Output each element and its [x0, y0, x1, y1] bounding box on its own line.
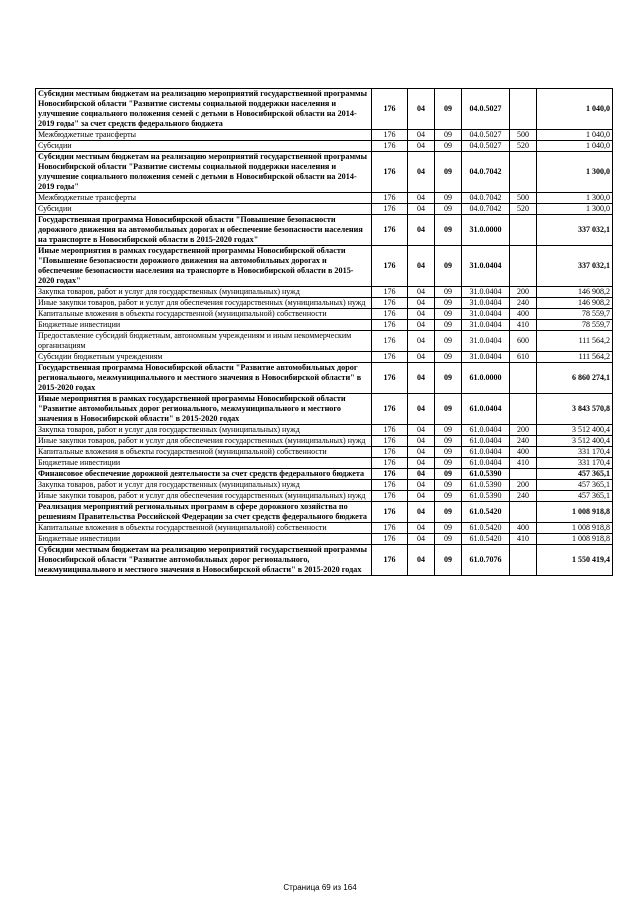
- row-amount: 337 032,1: [537, 215, 613, 246]
- row-amount: 3 512 400,4: [537, 425, 613, 436]
- row-amount: 331 170,4: [537, 447, 613, 458]
- row-expense-type-code: 500: [510, 193, 537, 204]
- row-expense-type-code: 610: [510, 352, 537, 363]
- row-name: Межбюджетные трансферты: [36, 193, 372, 204]
- row-name: Закупка товаров, работ и услуг для государственных (муниципальных) нужд: [36, 425, 372, 436]
- row-subsection-code: 09: [435, 352, 462, 363]
- row-target-item-code: 31.0.0404: [462, 298, 510, 309]
- row-expense-type-code: 240: [510, 298, 537, 309]
- row-name: Реализация мероприятий региональных программ в сфере дорожного хозяйства по решениям Правительства Российской Федерации за счет средств федерального бюджета: [36, 502, 372, 523]
- row-ved-code: 176: [372, 193, 408, 204]
- row-amount: 337 032,1: [537, 246, 613, 287]
- row-name: Межбюджетные трансферты: [36, 130, 372, 141]
- row-amount: 1 300,0: [537, 204, 613, 215]
- row-subsection-code: 09: [435, 141, 462, 152]
- row-ved-code: 176: [372, 352, 408, 363]
- row-expense-type-code: 240: [510, 491, 537, 502]
- table-row: [36, 215, 613, 246]
- row-section-code: 04: [408, 545, 435, 576]
- row-name: Государственная программа Новосибирской области "Повышение безопасности дорожного движения на автомобильных дорогах и обеспечение безопасности населения на транспорте в Новосибирской области в 2015-2020 годах": [36, 215, 372, 246]
- row-subsection-code: 09: [435, 523, 462, 534]
- row-target-item-code: 61.0.5420: [462, 502, 510, 523]
- table-row: [36, 193, 613, 204]
- table-row: [36, 480, 613, 491]
- row-amount: 1 008 918,8: [537, 534, 613, 545]
- row-amount: 3 512 400,4: [537, 436, 613, 447]
- row-amount: 1 040,0: [537, 141, 613, 152]
- row-expense-type-code: 200: [510, 287, 537, 298]
- row-amount: 1 040,0: [537, 130, 613, 141]
- row-section-code: 04: [408, 204, 435, 215]
- row-expense-type-code: [510, 89, 537, 130]
- table-row: [36, 298, 613, 309]
- row-ved-code: 176: [372, 502, 408, 523]
- row-name: Иные закупки товаров, работ и услуг для обеспечения государственных (муниципальных) нужд: [36, 491, 372, 502]
- row-ved-code: 176: [372, 309, 408, 320]
- row-subsection-code: 09: [435, 502, 462, 523]
- row-name: Капитальные вложения в объекты государственной (муниципальной) собственности: [36, 309, 372, 320]
- row-section-code: 04: [408, 447, 435, 458]
- row-ved-code: 176: [372, 204, 408, 215]
- row-ved-code: 176: [372, 469, 408, 480]
- row-amount: 111 564,2: [537, 352, 613, 363]
- row-amount: 457 365,1: [537, 491, 613, 502]
- row-expense-type-code: 200: [510, 480, 537, 491]
- row-target-item-code: 61.0.5390: [462, 491, 510, 502]
- row-name: Иные закупки товаров, работ и услуг для обеспечения государственных (муниципальных) нужд: [36, 436, 372, 447]
- row-expense-type-code: [510, 215, 537, 246]
- row-target-item-code: 31.0.0404: [462, 352, 510, 363]
- row-subsection-code: 09: [435, 545, 462, 576]
- row-subsection-code: 09: [435, 447, 462, 458]
- row-target-item-code: 61.0.0404: [462, 458, 510, 469]
- row-amount: 78 559,7: [537, 309, 613, 320]
- row-expense-type-code: 400: [510, 523, 537, 534]
- row-expense-type-code: [510, 502, 537, 523]
- row-subsection-code: 09: [435, 193, 462, 204]
- row-subsection-code: 09: [435, 89, 462, 130]
- row-section-code: 04: [408, 469, 435, 480]
- row-expense-type-code: 410: [510, 534, 537, 545]
- row-target-item-code: 61.0.5420: [462, 534, 510, 545]
- row-expense-type-code: 400: [510, 309, 537, 320]
- row-amount: 1 040,0: [537, 89, 613, 130]
- row-ved-code: 176: [372, 458, 408, 469]
- row-target-item-code: 61.0.5390: [462, 480, 510, 491]
- row-amount: 3 843 570,8: [537, 394, 613, 425]
- row-section-code: 04: [408, 152, 435, 193]
- row-target-item-code: 61.0.0404: [462, 447, 510, 458]
- row-amount: 331 170,4: [537, 458, 613, 469]
- row-name: Субсидии: [36, 141, 372, 152]
- row-name: Предоставление субсидий бюджетным, автономным учреждениям и иным некоммерческим организациям: [36, 331, 372, 352]
- row-ved-code: 176: [372, 320, 408, 331]
- row-subsection-code: 09: [435, 480, 462, 491]
- row-expense-type-code: [510, 152, 537, 193]
- row-section-code: 04: [408, 352, 435, 363]
- table-row: [36, 425, 613, 436]
- row-ved-code: 176: [372, 331, 408, 352]
- row-ved-code: 176: [372, 447, 408, 458]
- row-section-code: 04: [408, 394, 435, 425]
- row-subsection-code: 09: [435, 469, 462, 480]
- row-target-item-code: 31.0.0404: [462, 331, 510, 352]
- row-section-code: 04: [408, 320, 435, 331]
- table-row: [36, 152, 613, 193]
- row-target-item-code: 04.0.5027: [462, 141, 510, 152]
- row-target-item-code: 04.0.7042: [462, 193, 510, 204]
- table-row: [36, 320, 613, 331]
- row-section-code: 04: [408, 215, 435, 246]
- row-expense-type-code: 520: [510, 141, 537, 152]
- row-target-item-code: 31.0.0404: [462, 309, 510, 320]
- row-expense-type-code: [510, 246, 537, 287]
- row-subsection-code: 09: [435, 491, 462, 502]
- row-target-item-code: 04.0.5027: [462, 130, 510, 141]
- row-subsection-code: 09: [435, 436, 462, 447]
- row-amount: 457 365,1: [537, 480, 613, 491]
- row-name: Субсидии бюджетным учреждениям: [36, 352, 372, 363]
- row-ved-code: 176: [372, 89, 408, 130]
- table-row: [36, 309, 613, 320]
- row-expense-type-code: 410: [510, 320, 537, 331]
- row-name: Субсидии местным бюджетам на реализацию мероприятий государственной программы Новосибирской области "Развитие системы социальной поддержки населения и улучшение социального положения семей с детьми в Новосибирской области на 2014-2019 годы": [36, 152, 372, 193]
- row-name: Закупка товаров, работ и услуг для государственных (муниципальных) нужд: [36, 480, 372, 491]
- budget-table: [35, 88, 613, 576]
- row-expense-type-code: 500: [510, 130, 537, 141]
- row-subsection-code: 09: [435, 287, 462, 298]
- table-row: [36, 523, 613, 534]
- row-section-code: 04: [408, 523, 435, 534]
- row-name: Субсидии: [36, 204, 372, 215]
- row-subsection-code: 09: [435, 394, 462, 425]
- table-row: [36, 141, 613, 152]
- table-row: [36, 534, 613, 545]
- row-expense-type-code: [510, 363, 537, 394]
- table-row: [36, 331, 613, 352]
- row-subsection-code: 09: [435, 534, 462, 545]
- table-row: [36, 130, 613, 141]
- row-ved-code: 176: [372, 363, 408, 394]
- row-expense-type-code: 520: [510, 204, 537, 215]
- row-target-item-code: 31.0.0404: [462, 287, 510, 298]
- row-target-item-code: 61.0.0404: [462, 436, 510, 447]
- row-section-code: 04: [408, 425, 435, 436]
- row-name: Иные мероприятия в рамках государственной программы Новосибирской области "Повышение безопасности дорожного движения на автомобильных дорогах и обеспечение безопасности населения на транспорте в Новосибирской области в 2015-2020 годах": [36, 246, 372, 287]
- table-row: [36, 436, 613, 447]
- row-section-code: 04: [408, 363, 435, 394]
- row-name: Капитальные вложения в объекты государственной (муниципальной) собственности: [36, 523, 372, 534]
- row-section-code: 04: [408, 534, 435, 545]
- row-name: Иные мероприятия в рамках государственной программы Новосибирской области "Развитие автомобильных дорог регионального, межмуниципального и местного значения в Новосибирской области" в 2015-2020 годах: [36, 394, 372, 425]
- row-amount: 457 365,1: [537, 469, 613, 480]
- row-subsection-code: 09: [435, 425, 462, 436]
- table-row: [36, 204, 613, 215]
- row-subsection-code: 09: [435, 458, 462, 469]
- row-target-item-code: 61.0.5420: [462, 523, 510, 534]
- row-ved-code: 176: [372, 480, 408, 491]
- table-row: [36, 469, 613, 480]
- table-row: [36, 458, 613, 469]
- row-target-item-code: 61.0.5390: [462, 469, 510, 480]
- row-amount: 1 550 419,4: [537, 545, 613, 576]
- row-target-item-code: 61.0.0404: [462, 394, 510, 425]
- row-subsection-code: 09: [435, 298, 462, 309]
- row-target-item-code: 31.0.0404: [462, 320, 510, 331]
- row-name: Бюджетные инвестиции: [36, 458, 372, 469]
- table-row: [36, 491, 613, 502]
- row-section-code: 04: [408, 298, 435, 309]
- row-amount: 111 564,2: [537, 331, 613, 352]
- row-section-code: 04: [408, 246, 435, 287]
- row-expense-type-code: [510, 394, 537, 425]
- table-row: [36, 246, 613, 287]
- table-row: [36, 447, 613, 458]
- row-ved-code: 176: [372, 298, 408, 309]
- row-amount: 78 559,7: [537, 320, 613, 331]
- row-section-code: 04: [408, 89, 435, 130]
- table-row: [36, 352, 613, 363]
- row-target-item-code: 61.0.7076: [462, 545, 510, 576]
- row-amount: 146 908,2: [537, 298, 613, 309]
- table-row: [36, 287, 613, 298]
- row-target-item-code: 61.0.0404: [462, 425, 510, 436]
- row-target-item-code: 04.0.7042: [462, 152, 510, 193]
- row-expense-type-code: 200: [510, 425, 537, 436]
- row-section-code: 04: [408, 502, 435, 523]
- row-expense-type-code: 410: [510, 458, 537, 469]
- row-ved-code: 176: [372, 152, 408, 193]
- row-name: Субсидии местным бюджетам на реализацию мероприятий государственной программы Новосибирской области "Развитие системы социальной поддержки населения и улучшение социального положения семей с детьми в Новосибирской области на 2014-2019 годы" за счет средств федерального бюджета: [36, 89, 372, 130]
- row-section-code: 04: [408, 130, 435, 141]
- row-name: Финансовое обеспечение дорожной деятельности за счет средств федерального бюджета: [36, 469, 372, 480]
- row-ved-code: 176: [372, 491, 408, 502]
- row-section-code: 04: [408, 141, 435, 152]
- row-ved-code: 176: [372, 130, 408, 141]
- row-section-code: 04: [408, 287, 435, 298]
- row-expense-type-code: [510, 469, 537, 480]
- row-subsection-code: 09: [435, 331, 462, 352]
- row-ved-code: 176: [372, 545, 408, 576]
- row-target-item-code: 31.0.0000: [462, 215, 510, 246]
- row-section-code: 04: [408, 309, 435, 320]
- row-section-code: 04: [408, 480, 435, 491]
- table-row: [36, 502, 613, 523]
- row-ved-code: 176: [372, 287, 408, 298]
- row-target-item-code: 61.0.0000: [462, 363, 510, 394]
- table-row: [36, 545, 613, 576]
- row-ved-code: 176: [372, 523, 408, 534]
- row-name: Иные закупки товаров, работ и услуг для обеспечения государственных (муниципальных) нужд: [36, 298, 372, 309]
- row-name: Закупка товаров, работ и услуг для государственных (муниципальных) нужд: [36, 287, 372, 298]
- row-name: Бюджетные инвестиции: [36, 534, 372, 545]
- row-subsection-code: 09: [435, 152, 462, 193]
- row-amount: 6 860 274,1: [537, 363, 613, 394]
- budget-table-body: [36, 89, 613, 576]
- row-expense-type-code: [510, 545, 537, 576]
- row-section-code: 04: [408, 331, 435, 352]
- row-target-item-code: 04.0.5027: [462, 89, 510, 130]
- row-ved-code: 176: [372, 534, 408, 545]
- row-expense-type-code: 600: [510, 331, 537, 352]
- row-name: Субсидии местным бюджетам на реализацию мероприятий государственной программы Новосибирской области "Развитие автомобильных дорог регионального, межмуниципального и местного значения в Новосибирской области" в 2015-2020 годах: [36, 545, 372, 576]
- row-target-item-code: 04.0.7042: [462, 204, 510, 215]
- row-subsection-code: 09: [435, 204, 462, 215]
- row-target-item-code: 31.0.0404: [462, 246, 510, 287]
- row-subsection-code: 09: [435, 320, 462, 331]
- row-subsection-code: 09: [435, 309, 462, 320]
- row-section-code: 04: [408, 491, 435, 502]
- row-subsection-code: 09: [435, 130, 462, 141]
- row-ved-code: 176: [372, 394, 408, 425]
- row-ved-code: 176: [372, 425, 408, 436]
- row-name: Государственная программа Новосибирской области "Развитие автомобильных дорог регионального, межмуниципального и местного значения в Новосибирской области" в 2015-2020 годах: [36, 363, 372, 394]
- row-subsection-code: 09: [435, 246, 462, 287]
- table-row: [36, 363, 613, 394]
- row-name: Бюджетные инвестиции: [36, 320, 372, 331]
- row-section-code: 04: [408, 458, 435, 469]
- row-amount: 1 008 918,8: [537, 523, 613, 534]
- row-amount: 1 008 918,8: [537, 502, 613, 523]
- row-subsection-code: 09: [435, 215, 462, 246]
- row-name: Капитальные вложения в объекты государственной (муниципальной) собственности: [36, 447, 372, 458]
- row-subsection-code: 09: [435, 363, 462, 394]
- row-ved-code: 176: [372, 141, 408, 152]
- row-section-code: 04: [408, 436, 435, 447]
- row-expense-type-code: 240: [510, 436, 537, 447]
- row-ved-code: 176: [372, 436, 408, 447]
- row-amount: 1 300,0: [537, 152, 613, 193]
- row-amount: 146 908,2: [537, 287, 613, 298]
- row-ved-code: 176: [372, 246, 408, 287]
- page-footer: Страница 69 из 164: [283, 883, 357, 892]
- row-amount: 1 300,0: [537, 193, 613, 204]
- row-ved-code: 176: [372, 215, 408, 246]
- row-section-code: 04: [408, 193, 435, 204]
- table-row: [36, 89, 613, 130]
- table-row: [36, 394, 613, 425]
- row-expense-type-code: 400: [510, 447, 537, 458]
